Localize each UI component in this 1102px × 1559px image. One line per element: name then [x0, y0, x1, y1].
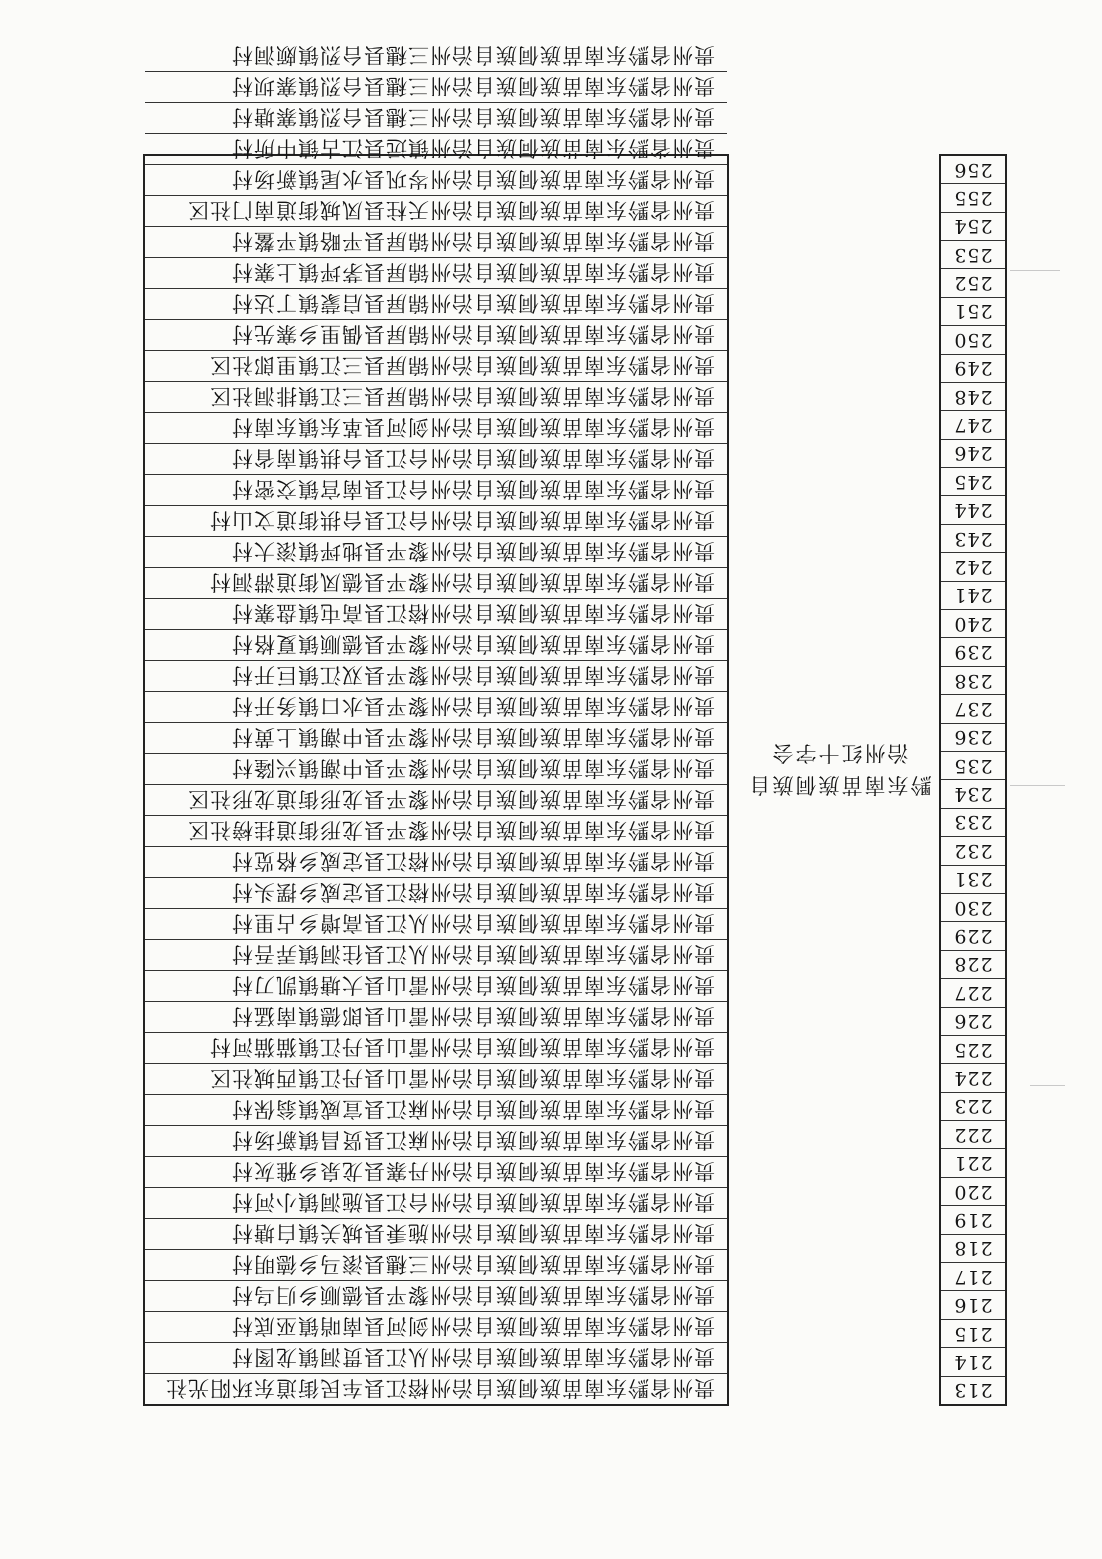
scan-artifact-line [1010, 270, 1060, 271]
row-number: 228 [941, 950, 1005, 978]
scan-artifact-line [1010, 785, 1065, 786]
row-number: 234 [941, 779, 1005, 807]
row-number: 225 [941, 1035, 1005, 1063]
row-number: 232 [941, 836, 1005, 864]
row-address: 贵州省黔东南苗族侗族自治州台江县施洞镇小河村 [145, 1187, 727, 1218]
row-address: 贵州省黔东南苗族侗族自治州黎平县地坪镇滚大村 [145, 536, 727, 567]
row-address: 贵州省黔东南苗族侗族自治州雷山县丹江镇西城社区 [145, 1063, 727, 1094]
row-number: 233 [941, 808, 1005, 836]
row-address: 贵州省黔东南苗族侗族自治州从江县贯洞镇龙图村 [145, 1342, 727, 1373]
row-number: 249 [941, 354, 1005, 382]
row-number: 240 [941, 609, 1005, 637]
row-number: 226 [941, 1007, 1005, 1035]
row-address: 贵州省黔东南苗族侗族自治州榕江县高屯镇盘寨村 [145, 598, 727, 629]
row-number: 221 [941, 1148, 1005, 1176]
number-column [939, 154, 1007, 1406]
row-address: 贵州省黔东南苗族侗族自治州榕江县定威乡摆头村 [145, 877, 727, 908]
row-number: 239 [941, 637, 1005, 665]
row-address: 贵州省黔东南苗族侗族自治州台江县台拱街道文山村 [145, 505, 727, 536]
region-label: 黔东南苗族侗族自治州红十字会 [747, 741, 932, 797]
row-number: 242 [941, 552, 1005, 580]
row-address: 贵州省黔东南苗族侗族自治州榕江县定威乡格览村 [145, 846, 727, 877]
row-address: 贵州省黔东南苗族侗族自治州雷山县郎德镇南猛村 [145, 1001, 727, 1032]
row-address: 贵州省黔东南苗族侗族自治州黎平县水口镇务开村 [145, 691, 727, 722]
row-address: 贵州省黔东南苗族侗族自治州三穗县台烈镇寨塘村 [145, 102, 727, 133]
row-number: 219 [941, 1205, 1005, 1233]
row-number: 253 [941, 240, 1005, 268]
row-address: 贵州省黔东南苗族侗族自治州雷山县大塘镇凯刀村 [145, 970, 727, 1001]
row-address: 贵州省黔东南苗族侗族自治州剑河县革东镇东南村 [145, 412, 727, 443]
row-address: 贵州省黔东南苗族侗族自治州锦屏县启蒙镇丁达村 [145, 288, 727, 319]
row-address: 贵州省黔东南苗族侗族自治州三穗县台烈镇寨坝村 [145, 71, 727, 102]
row-number: 251 [941, 297, 1005, 325]
row-address: 贵州省黔东南苗族侗族自治州黎平县龙形街道龙形社区 [145, 784, 727, 815]
row-address: 贵州省黔东南苗族侗族自治州丹寨县龙泉乡雅灰村 [145, 1156, 727, 1187]
row-number: 227 [941, 978, 1005, 1006]
row-number: 237 [941, 694, 1005, 722]
row-address: 贵州省黔东南苗族侗族自治州黎平县德凤街道滞洞村 [145, 567, 727, 598]
row-number: 238 [941, 666, 1005, 694]
row-address: 贵州省黔东南苗族侗族自治州剑河县南哨镇巫底村 [145, 1311, 727, 1342]
row-address: 贵州省黔东南苗族侗族自治州麻江县贤昌镇新场村 [145, 1125, 727, 1156]
row-address: 贵州省黔东南苗族侗族自治州麻江县宣威镇翁保村 [145, 1094, 727, 1125]
row-number: 217 [941, 1262, 1005, 1290]
row-address: 贵州省黔东南苗族侗族自治州黎平县龙形街道挂榜社区 [145, 815, 727, 846]
row-address: 贵州省黔东南苗族侗族自治州榕江县车民街道东环阳光社 [145, 1373, 727, 1404]
row-address: 贵州省黔东南苗族侗族自治州从江县往洞镇弄吾村 [145, 939, 727, 970]
row-number: 245 [941, 467, 1005, 495]
row-number: 254 [941, 212, 1005, 240]
row-number: 246 [941, 439, 1005, 467]
row-address: 贵州省黔东南苗族侗族自治州黎平县中潮镇兴隆村 [145, 753, 727, 784]
row-number: 214 [941, 1347, 1005, 1375]
row-address: 贵州省黔东南苗族侗族自治州天柱县凤城街道南门社区 [145, 195, 727, 226]
row-address: 贵州省黔东南苗族侗族自治州从江县高增乡占里村 [145, 908, 727, 939]
scan-artifact-line [1030, 1085, 1065, 1086]
row-number: 244 [941, 496, 1005, 524]
row-number: 230 [941, 893, 1005, 921]
address-column [143, 43, 729, 1406]
row-number: 241 [941, 581, 1005, 609]
row-address: 贵州省黔东南苗族侗族自治州雷山县丹江镇猫猫河村 [145, 1032, 727, 1063]
row-address: 贵州省黔东南苗族侗族自治州岑巩县水尾镇新场村 [145, 164, 727, 195]
row-number: 218 [941, 1234, 1005, 1262]
row-address: 贵州省黔东南苗族侗族自治州三穗县滚马乡德明村 [145, 1249, 727, 1280]
row-number: 236 [941, 723, 1005, 751]
row-number: 256 [953, 158, 993, 181]
row-address: 贵州省黔东南苗族侗族自治州三穗县台烈镇颇洞村 [231, 43, 715, 67]
row-address: 贵州省黔东南苗族侗族自治州施秉县城关镇白塘村 [145, 1218, 727, 1249]
row-number: 223 [941, 1092, 1005, 1120]
row-number: 216 [941, 1290, 1005, 1318]
row-address: 贵州省黔东南苗族侗族自治州锦屏县偶里乡寨先村 [145, 319, 727, 350]
row-number: 229 [941, 921, 1005, 949]
row-address: 贵州省黔东南苗族侗族自治州黎平县德顺乡归乌村 [145, 1280, 727, 1311]
row-number: 231 [941, 865, 1005, 893]
row-number: 215 [941, 1319, 1005, 1347]
row-address: 贵州省黔东南苗族侗族自治州锦屏县平略镇平鳌村 [145, 226, 727, 257]
row-address: 贵州省黔东南苗族侗族自治州锦屏县三江镇排洞社区 [145, 381, 727, 412]
row-number: 224 [941, 1063, 1005, 1091]
row-address: 贵州省黔东南苗族侗族自治州镇远县江古镇中所村 [145, 133, 727, 164]
row-number: 248 [941, 382, 1005, 410]
row-address: 贵州省黔东南苗族侗族自治州台江县南宫镇交密村 [145, 474, 727, 505]
row-address: 贵州省黔东南苗族侗族自治州锦屏县三江镇里郎社区 [145, 350, 727, 381]
row-number: 235 [941, 751, 1005, 779]
row-number: 247 [941, 410, 1005, 438]
row-number: 250 [941, 325, 1005, 353]
row-number: 222 [941, 1120, 1005, 1148]
row-number: 213 [941, 1376, 1005, 1404]
row-address: 贵州省黔东南苗族侗族自治州黎平县中潮镇上黄村 [145, 722, 727, 753]
row-address: 贵州省黔东南苗族侗族自治州黎平县双江镇巨开村 [145, 660, 727, 691]
row-address: 贵州省黔东南苗族侗族自治州黎平县德顺镇夏格村 [145, 629, 727, 660]
row-number: 243 [941, 524, 1005, 552]
row-number: 220 [941, 1177, 1005, 1205]
row-number: 255 [941, 183, 1005, 211]
row-number: 252 [941, 268, 1005, 296]
row-address: 贵州省黔东南苗族侗族自治州锦屏县茅坪镇上寨村 [145, 257, 727, 288]
row-address: 贵州省黔东南苗族侗族自治州台江县台拱镇南省村 [145, 443, 727, 474]
